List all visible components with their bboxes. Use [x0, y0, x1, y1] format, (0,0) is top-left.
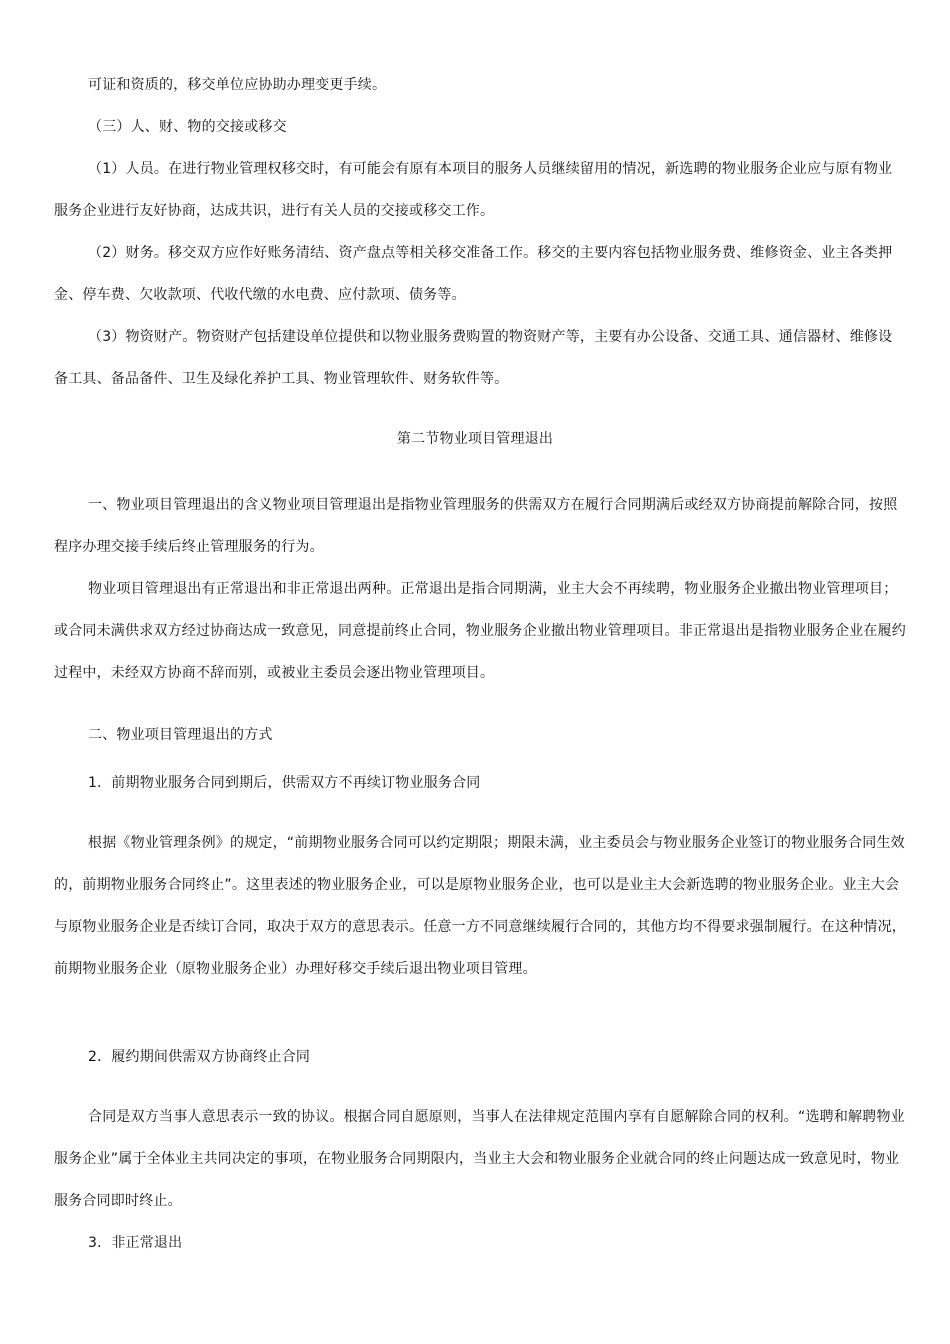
paragraph: 根据《物业管理条例》的规定，“前期物业服务合同可以约定期限；期限未满，业主委员会与物业服务企业签订的物业服务合同生效的，前期物业服务合同终止”。这里表述的物业服务企业，可以是原物业服务企业，也可以是业主大会新选聘的物业服务企业。业主大会与原物业服务企业是否续订合同，取决于双方的意思表示。任意一方不同意继续履行合同的，其他方均不得要求强制履行。在这种情况，前期物业服务企业（原物业服务企业）办理好移交手续后退出物业项目管理。: [54, 835, 906, 977]
subsection-heading: （三）人、财、物的交接或移交: [88, 119, 287, 135]
paragraph: （3）物资财产。物资财产包括建设单位提供和以物业服务费购置的物资财产等，主要有办公设备、交通工具、通信器材、维修设备工具、备品备件、卫生及绿化养护工具、物业管理软件、财务软件等。: [54, 329, 893, 387]
paragraph: 物业项目管理退出有正常退出和非正常退出两种。正常退出是指合同期满，业主大会不再续聘，物业服务企业撤出物业管理项目；或合同未满供求双方经过协商达成一致意见，同意提前终止合同，物业服务企业撤出物业管理项目。非正常退出是指物业服务企业在履约过程中，未经双方协商不辞而别，或被业主委员会逐出物业管理项目。: [54, 581, 906, 681]
list-item-heading: 2．履约期间供需双方协商终止合同: [88, 1049, 311, 1065]
list-item-heading: 1．前期物业服务合同到期后，供需双方不再续订物业服务合同: [88, 775, 481, 791]
subsection-heading: 二、物业项目管理退出的方式: [88, 727, 273, 743]
section-title: 第二节物业项目管理退出: [396, 431, 554, 447]
paragraph: 一、物业项目管理退出的含义物业项目管理退出是指物业管理服务的供需双方在履行合同期满后或经双方协商提前解除合同，按照程序办理交接手续后终止管理服务的行为。: [54, 497, 898, 555]
list-item-heading: 3．非正常退出: [88, 1235, 183, 1251]
paragraph: （2）财务。移交双方应作好账务清结、资产盘点等相关移交准备工作。移交的主要内容包括物业服务费、维修资金、业主各类押金、停车费、欠收款项、代收代缴的水电费、应付款项、债务等。: [54, 245, 893, 303]
paragraph: （1）人员。在进行物业管理权移交时，有可能会有原有本项目的服务人员继续留用的情况，新选聘的物业服务企业应与原有物业服务企业进行友好协商，达成共识，进行有关人员的交接或移交工作。: [54, 161, 893, 219]
paragraph: 可证和资质的，移交单位应协助办理变更手续。: [88, 77, 387, 93]
paragraph: 合同是双方当事人意思表示一致的协议。根据合同自愿原则，当事人在法律规定范围内享有自愿解除合同的权利。“选聘和解聘物业服务企业”属于全体业主共同决定的事项，在物业服务合同期限内，当业主大会和物业服务企业就合同的终止问题达成一致意见时，物业服务合同即时终止。: [54, 1109, 905, 1209]
